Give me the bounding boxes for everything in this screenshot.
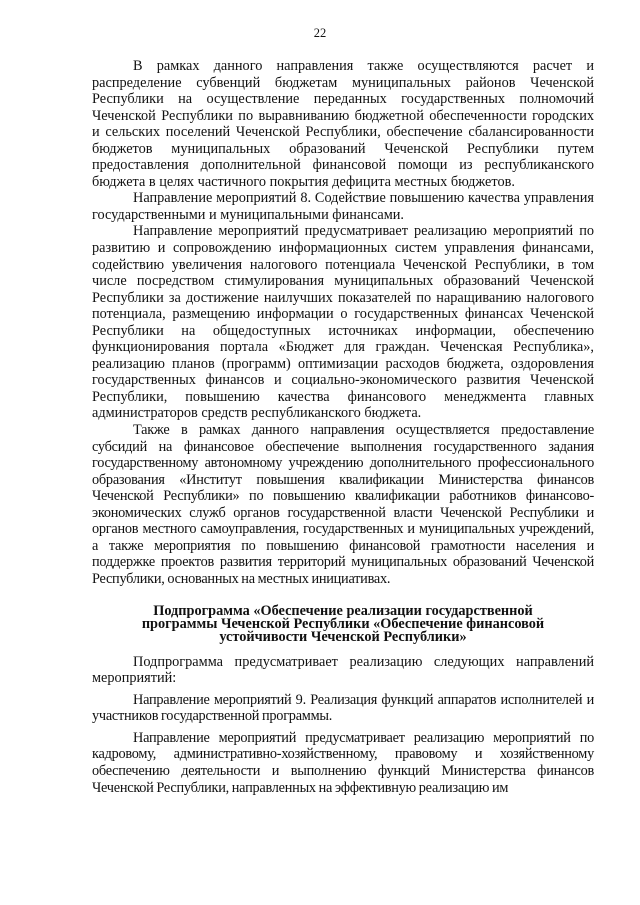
paragraph-direction-8: Направление мероприятий 8. Содействие повышению качества управления государственными и муниципальными финансами. xyxy=(92,190,594,223)
document-body xyxy=(92,58,594,796)
page-number: 22 xyxy=(313,26,327,40)
subprogram-heading-line-2: программы Чеченской Республики «Обеспечение финансовой xyxy=(141,615,545,632)
paragraph-subventions: В рамках данного направления также осуществляются расчет и распределение субвенций бюджетам муниципальных районов Чеченской Республики на осуществление переданных государственных полномочий Чеченской Республики по выравниванию бюджетной обеспеченности городских и сельских поселений Чеченской Республики, обеспечение сбалансированности бюджетов муниципальных образований Чеченской Республики путем предоставления дополнительной финансовой помощи из республиканского бюджета в целях частичного покрытия дефицита местных бюджетов. xyxy=(92,58,594,190)
subprogram-heading xyxy=(92,602,594,646)
subprogram-heading-line-3: устойчивости Чеченской Республики» xyxy=(219,629,467,646)
paragraph-direction-9-details: Направление мероприятий предусматривает реализацию мероприятий по кадровому, административно-хозяйственному, правовому и хозяйственному обеспечению деятельности и выполнению функций Министерства финансов Чеченской Республики, направленных на эффективную реализацию им xyxy=(92,729,594,796)
paragraph-direction-8-details: Направление мероприятий предусматривает реализацию мероприятий по развитию и сопровождению информационных систем управления финансами, содействию увеличения налогового потенциала Чеченской Республики, в том числе посредством стимулирования муниципальных образований Чеченской Республики за достижение наилучших показателей по наращиванию налогового потенциала, размещению информации о государственных финансах Чеченской Республики на общедоступных источниках информации, обеспечению функционирования портала «Бюджет для граждан. Чеченская Республика», реализацию планов (программ) оптимизации расходов бюджета, оздоровления государственных финансов и социально-экономического развития Чеченской Республики, повышению качества финансового менеджмента главных администраторов средств республиканского бюджета. xyxy=(92,223,594,422)
paragraph-direction-9: Направление мероприятий 9. Реализация функций аппаратов исполнителей и участников государственной программы. xyxy=(92,691,594,725)
paragraph-subprogram-intro: Подпрограмма предусматривает реализацию следующих направлений мероприятий: xyxy=(92,653,594,687)
paragraph-subsidies-institute: Также в рамках данного направления осуществляется предоставление субсидий на финансовое обеспечение выполнения государственного задания государственному автономному учреждению дополнительного профессионального образования «Институт повышения квалификации Министерства финансов Чеченской Республики» по повышению квалификации работников финансово-экономических служб органов государственной власти Чеченской Республики и органов местного самоуправления, государственных и муниципальных учреждений, а также мероприятия по повышению финансовой грамотности населения и поддержке проектов развития территорий муниципальных образований Чеченской Республики, основанных на местных инициативах. xyxy=(92,422,594,587)
subprogram-heading-line-1: Подпрограмма «Обеспечение реализации государственной xyxy=(153,602,533,619)
